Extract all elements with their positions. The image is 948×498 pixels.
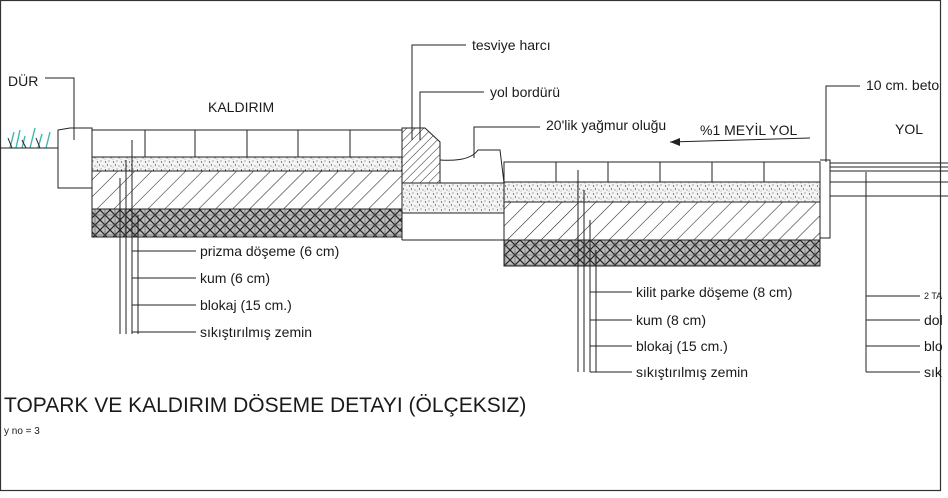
kaldirim-label: KALDIRIM bbox=[208, 99, 275, 115]
right-layer-3: blo bbox=[924, 338, 943, 354]
sidewalk-section bbox=[0, 128, 504, 240]
right-layer-4: sık bbox=[924, 364, 942, 380]
left-layer-3: blokaj (15 cm.) bbox=[200, 297, 292, 313]
beton-label: 10 cm. beto bbox=[866, 77, 940, 93]
left-layer-1: prizma döşeme (6 cm) bbox=[200, 243, 340, 259]
grass-icon bbox=[8, 128, 50, 148]
right-layer-2: dol bbox=[924, 312, 943, 328]
yol-borduru-label: yol bordürü bbox=[490, 84, 561, 100]
middle-layer-2: kum (8 cm) bbox=[636, 312, 706, 328]
middle-layer-4: sıkıştırılmış zemin bbox=[636, 364, 749, 380]
drawing-title: TOPARK VE KALDIRIM DÖSEME DETAYI (ÖLÇEKSIZ) bbox=[4, 394, 527, 417]
slope-arrow-icon bbox=[670, 138, 810, 142]
bordur-label: DÜR bbox=[8, 73, 39, 89]
scale-note: y no = 3 bbox=[4, 426, 40, 437]
left-layer-4: sıkıştırılmış zemin bbox=[200, 324, 313, 340]
yol-label: YOL bbox=[895, 121, 924, 137]
left-layer-2: kum (6 cm) bbox=[200, 270, 270, 286]
road-section bbox=[504, 160, 948, 266]
middle-layer-3: blokaj (15 cm.) bbox=[636, 338, 728, 354]
tesviye-harci-label: tesviye harcı bbox=[472, 37, 551, 53]
yagmur-olugu-label: 20'lik yağmur oluğu bbox=[546, 117, 667, 133]
meyil-label: %1 MEYİL YOL bbox=[700, 122, 798, 138]
right-layer-1: 2 TA bbox=[924, 291, 943, 301]
middle-layer-1: kilit parke döşeme (8 cm) bbox=[636, 284, 793, 300]
